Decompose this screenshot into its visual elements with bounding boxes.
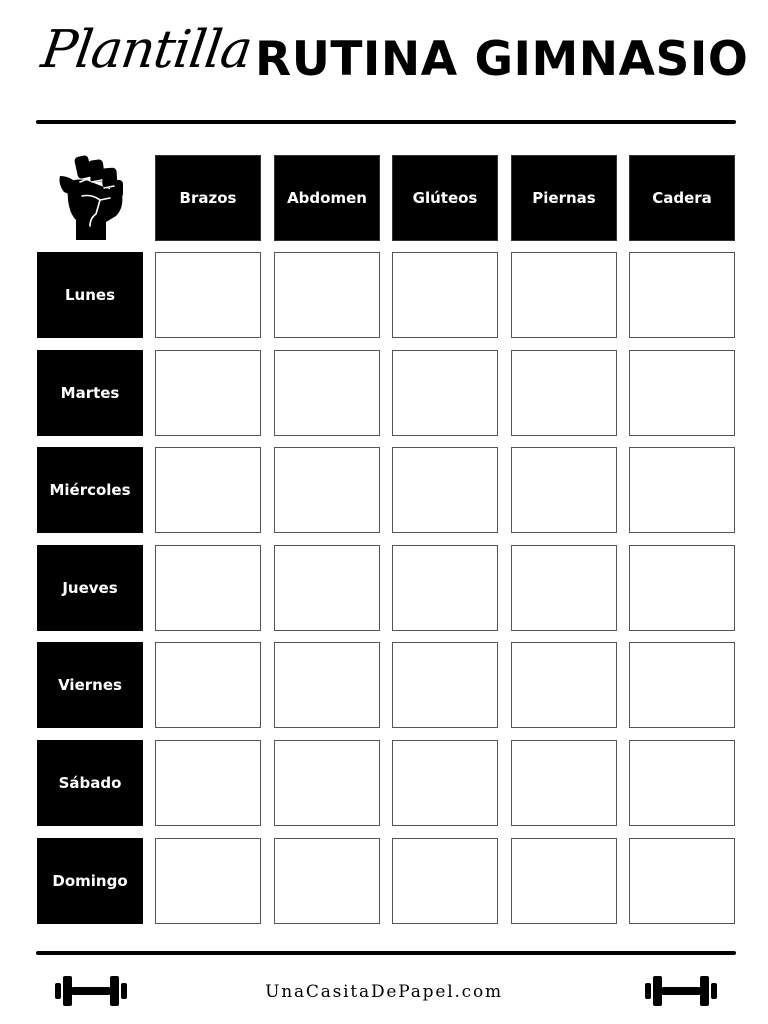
day-label-miercoles: Miércoles (37, 447, 143, 533)
routine-cell[interactable] (629, 350, 735, 436)
routine-cell[interactable] (274, 740, 380, 826)
routine-cell[interactable] (155, 350, 261, 436)
routine-cell[interactable] (629, 642, 735, 728)
dumbbell-icon (644, 974, 718, 1008)
routine-cell[interactable] (629, 447, 735, 533)
routine-cell[interactable] (511, 447, 617, 533)
routine-cell[interactable] (274, 447, 380, 533)
routine-cell[interactable] (155, 545, 261, 631)
routine-cell[interactable] (392, 740, 498, 826)
day-label-lunes: Lunes (37, 252, 143, 338)
day-label-sabado: Sábado (37, 740, 143, 826)
day-label-domingo: Domingo (37, 838, 143, 924)
title-bold: RUTINA GIMNASIO (255, 32, 749, 87)
routine-cell[interactable] (155, 740, 261, 826)
raised-fist-icon (56, 154, 126, 242)
routine-cell[interactable] (511, 350, 617, 436)
column-header-gluteos: Glúteos (392, 155, 498, 241)
routine-cell[interactable] (155, 447, 261, 533)
column-header-abdomen: Abdomen (274, 155, 380, 241)
routine-cell[interactable] (511, 838, 617, 924)
routine-cell[interactable] (629, 252, 735, 338)
day-label-viernes: Viernes (37, 642, 143, 728)
routine-cell[interactable] (392, 642, 498, 728)
routine-cell[interactable] (392, 545, 498, 631)
routine-cell[interactable] (155, 642, 261, 728)
routine-cell[interactable] (511, 252, 617, 338)
routine-cell[interactable] (392, 838, 498, 924)
routine-cell[interactable] (511, 642, 617, 728)
routine-cell[interactable] (155, 252, 261, 338)
routine-cell[interactable] (511, 740, 617, 826)
routine-cell[interactable] (392, 350, 498, 436)
routine-cell[interactable] (629, 838, 735, 924)
routine-cell[interactable] (274, 642, 380, 728)
routine-cell[interactable] (274, 350, 380, 436)
routine-cell[interactable] (392, 447, 498, 533)
routine-cell[interactable] (274, 838, 380, 924)
routine-cell[interactable] (274, 252, 380, 338)
column-header-cadera: Cadera (629, 155, 735, 241)
bottom-divider (36, 951, 736, 955)
title-script: Plantilla (37, 20, 256, 80)
routine-cell[interactable] (274, 545, 380, 631)
column-header-piernas: Piernas (511, 155, 617, 241)
routine-cell[interactable] (629, 545, 735, 631)
day-label-jueves: Jueves (37, 545, 143, 631)
website-footer: UnaCasitaDePapel.com (265, 982, 503, 1002)
routine-cell[interactable] (155, 838, 261, 924)
day-label-martes: Martes (37, 350, 143, 436)
routine-cell[interactable] (511, 545, 617, 631)
top-divider (36, 120, 736, 124)
column-header-brazos: Brazos (155, 155, 261, 241)
routine-cell[interactable] (629, 740, 735, 826)
routine-cell[interactable] (392, 252, 498, 338)
